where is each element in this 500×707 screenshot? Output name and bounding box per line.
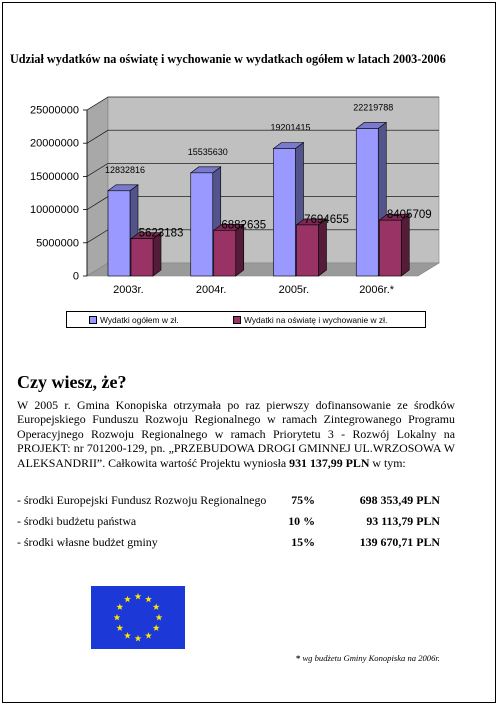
eu-star-icon — [135, 635, 142, 642]
y-tick-label: 5000000 — [36, 237, 79, 250]
eu-star-icon — [145, 596, 152, 603]
x-tick-label: 2003r. — [113, 284, 144, 296]
chart-side-wall — [87, 97, 108, 276]
fund-name: - środki Europejski Fundusz Rozwoju Regionalnego — [17, 493, 267, 507]
data-label: 12832816 — [104, 164, 146, 175]
data-label: 7694655 — [304, 213, 349, 226]
legend-label-total: Wydatki ogółem w zł. — [100, 315, 179, 325]
eu-star-icon — [135, 593, 142, 600]
fund-percent: 15% — [291, 535, 315, 549]
eu-stars-icon — [91, 586, 185, 649]
bar — [191, 173, 213, 276]
eu-star-icon — [124, 632, 131, 639]
bar-side — [319, 219, 327, 276]
eu-star-icon — [116, 624, 123, 631]
eu-star-icon — [114, 614, 121, 621]
data-label: 19201415 — [270, 122, 311, 133]
footnote — [296, 653, 476, 663]
eu-star-icon — [124, 596, 131, 603]
fund-amount: 698 353,49 PLN — [359, 493, 440, 507]
bar-side — [236, 224, 244, 276]
data-label: 22219788 — [353, 102, 394, 113]
x-tick-label: 2005r. — [278, 284, 310, 296]
fund-row — [17, 493, 477, 514]
article-paragraph-text: W 2005 r. Gmina Konopiska otrzymała po raz pierwszy dofinansowanie ze środków Europejskiego Funduszu Rozwoju Regionalnego w ramach Zintegrowanego Programu Operacyjnego Rozwoju Regionalnego w ramach Priorytetu 3 - Rozwój Lokalny na PROJEKT: nr 701200-129, pn. „PRZEBUDOWA DROGI GMINNEJ UL.WRZOSOWA W ALEKSANDRII”. Całkowita wartość Projektu wyniosła — [17, 398, 455, 470]
eu-flag-logo — [91, 586, 185, 649]
article-total-suffix: w tym: — [369, 455, 406, 470]
fund-row — [17, 535, 477, 556]
eu-star-icon — [153, 624, 160, 631]
y-tick-label: 25000000 — [30, 104, 79, 117]
legend-label-education: Wydatki na oświatę i wychowanie w zł. — [244, 315, 388, 325]
y-tick-label: 10000000 — [30, 204, 79, 217]
funds-list — [17, 493, 477, 556]
article-heading: Czy wiesz, że? — [17, 372, 127, 392]
eu-star-icon — [116, 603, 123, 610]
x-tick-label: 2006r.* — [359, 284, 395, 296]
y-tick-label: 20000000 — [30, 137, 79, 150]
legend-swatch-total — [89, 316, 97, 324]
fund-percent: 10 % — [288, 514, 315, 528]
y-tick-label: 15000000 — [30, 170, 79, 183]
data-label: 6882635 — [221, 219, 267, 232]
bar — [356, 128, 378, 276]
bar — [379, 220, 401, 276]
fund-row — [17, 514, 477, 535]
article-total: 931 137,99 PLN — [289, 455, 370, 470]
bar — [131, 239, 153, 276]
eu-star-icon — [153, 603, 160, 610]
fund-percent: 75% — [291, 493, 315, 507]
bar-chart — [0, 0, 500, 340]
bar — [108, 191, 130, 276]
fund-amount: 93 113,79 PLN — [366, 514, 440, 528]
bar-side — [401, 214, 409, 276]
bar — [297, 225, 319, 276]
eu-star-icon — [145, 632, 152, 639]
legend-swatch-education — [233, 316, 241, 324]
bar — [274, 149, 296, 276]
footnote-text: wg budżetu Gminy Konopiska na 2006r. — [300, 653, 440, 663]
x-tick-label: 2004r. — [195, 284, 227, 296]
article-paragraph — [17, 398, 455, 470]
data-label: 5623183 — [138, 227, 184, 240]
fund-name: - środki własne budżet gminy — [17, 535, 158, 549]
chart-title: Udział wydatków na oświatę i wychowanie w wydatkach ogółem w latach 2003-2006 — [10, 52, 446, 66]
legend-item-total — [89, 315, 179, 325]
fund-amount: 139 670,71 PLN — [359, 535, 440, 549]
footnote-star: * — [296, 653, 301, 663]
data-label: 8405709 — [386, 209, 432, 222]
eu-star-icon — [156, 614, 163, 621]
bar — [214, 230, 236, 276]
chart-legend — [66, 311, 426, 328]
legend-item-education — [233, 315, 387, 325]
data-label: 15535630 — [187, 146, 228, 157]
y-tick-label: 0 — [72, 270, 79, 283]
fund-name: - środki budżetu państwa — [17, 514, 137, 528]
